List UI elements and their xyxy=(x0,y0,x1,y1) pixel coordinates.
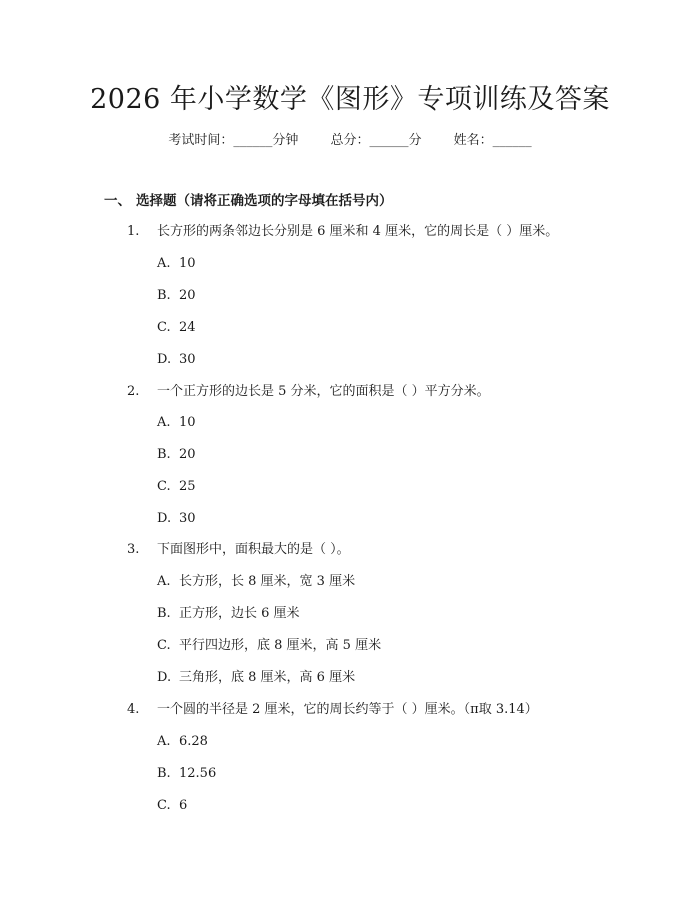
question-number: 1. xyxy=(127,224,140,239)
option-text: 6.28 xyxy=(179,734,208,749)
document-title: 2026 年小学数学《图形》专项训练及答案 xyxy=(90,84,610,115)
q2-option-d xyxy=(157,508,196,530)
option-text: 10 xyxy=(179,415,196,430)
exam-time: 考试时间：______分钟 xyxy=(168,133,299,148)
option-letter: A. xyxy=(157,574,171,589)
option-text: 24 xyxy=(179,320,196,335)
q2-option-b xyxy=(157,444,196,466)
question-4 xyxy=(127,699,538,721)
q3-option-b xyxy=(157,603,300,625)
option-letter: C. xyxy=(157,798,171,813)
option-letter: C. xyxy=(157,479,171,494)
option-text: 30 xyxy=(179,352,196,367)
question-text: 长方形的两条邻边长分别是 6 厘米和 4 厘米，它的周长是（ ）厘米。 xyxy=(157,224,559,239)
question-2 xyxy=(127,381,490,403)
option-letter: D. xyxy=(157,352,172,367)
option-letter: B. xyxy=(157,447,171,462)
q2-option-a xyxy=(157,412,196,434)
question-text: 下面图形中，面积最大的是（ ）。 xyxy=(157,542,350,557)
option-text: 30 xyxy=(179,511,196,526)
option-text: 6 xyxy=(179,798,188,813)
q1-option-d xyxy=(157,349,196,371)
option-text: 25 xyxy=(179,479,196,494)
question-number: 4. xyxy=(127,702,140,717)
option-letter: B. xyxy=(157,288,171,303)
option-text: 正方形，边长 6 厘米 xyxy=(179,606,300,621)
option-text: 三角形，底 8 厘米，高 6 厘米 xyxy=(179,670,356,685)
student-name: 姓名：______ xyxy=(453,133,532,148)
question-text: 一个正方形的边长是 5 分米，它的面积是（ ）平方分米。 xyxy=(157,384,490,399)
exam-info xyxy=(0,130,700,152)
option-text: 平行四边形，底 8 厘米，高 5 厘米 xyxy=(179,638,382,653)
option-letter: C. xyxy=(157,638,171,653)
question-text: 一个圆的半径是 2 厘米，它的周长约等于（ ）厘米。（π取 3.14） xyxy=(157,702,538,717)
question-1 xyxy=(127,221,558,243)
option-letter: D. xyxy=(157,670,172,685)
option-letter: D. xyxy=(157,511,172,526)
section-title: 选择题（请将正确选项的字母填在括号内） xyxy=(136,193,393,209)
option-text: 20 xyxy=(179,288,196,303)
section-heading xyxy=(104,190,393,212)
q3-option-a xyxy=(157,571,355,593)
option-letter: A. xyxy=(157,256,171,271)
question-3 xyxy=(127,539,350,561)
option-letter: B. xyxy=(157,766,171,781)
q4-option-b xyxy=(157,763,216,785)
option-text: 10 xyxy=(179,256,196,271)
q1-option-b xyxy=(157,285,196,307)
option-letter: C. xyxy=(157,320,171,335)
total-score: 总分：______分 xyxy=(330,133,422,148)
option-letter: B. xyxy=(157,606,171,621)
q4-option-c xyxy=(157,795,187,817)
option-text: 长方形，长 8 厘米，宽 3 厘米 xyxy=(179,574,356,589)
option-letter: A. xyxy=(157,415,171,430)
q2-option-c xyxy=(157,476,196,498)
section-number: 一、 xyxy=(104,193,131,209)
q1-option-a xyxy=(157,253,196,275)
q4-option-a xyxy=(157,731,208,753)
question-number: 3. xyxy=(127,542,140,557)
option-text: 20 xyxy=(179,447,196,462)
q3-option-c xyxy=(157,635,381,657)
q3-option-d xyxy=(157,667,355,689)
option-text: 12.56 xyxy=(179,766,217,781)
q1-option-c xyxy=(157,317,196,339)
question-number: 2. xyxy=(127,384,140,399)
option-letter: A. xyxy=(157,734,171,749)
